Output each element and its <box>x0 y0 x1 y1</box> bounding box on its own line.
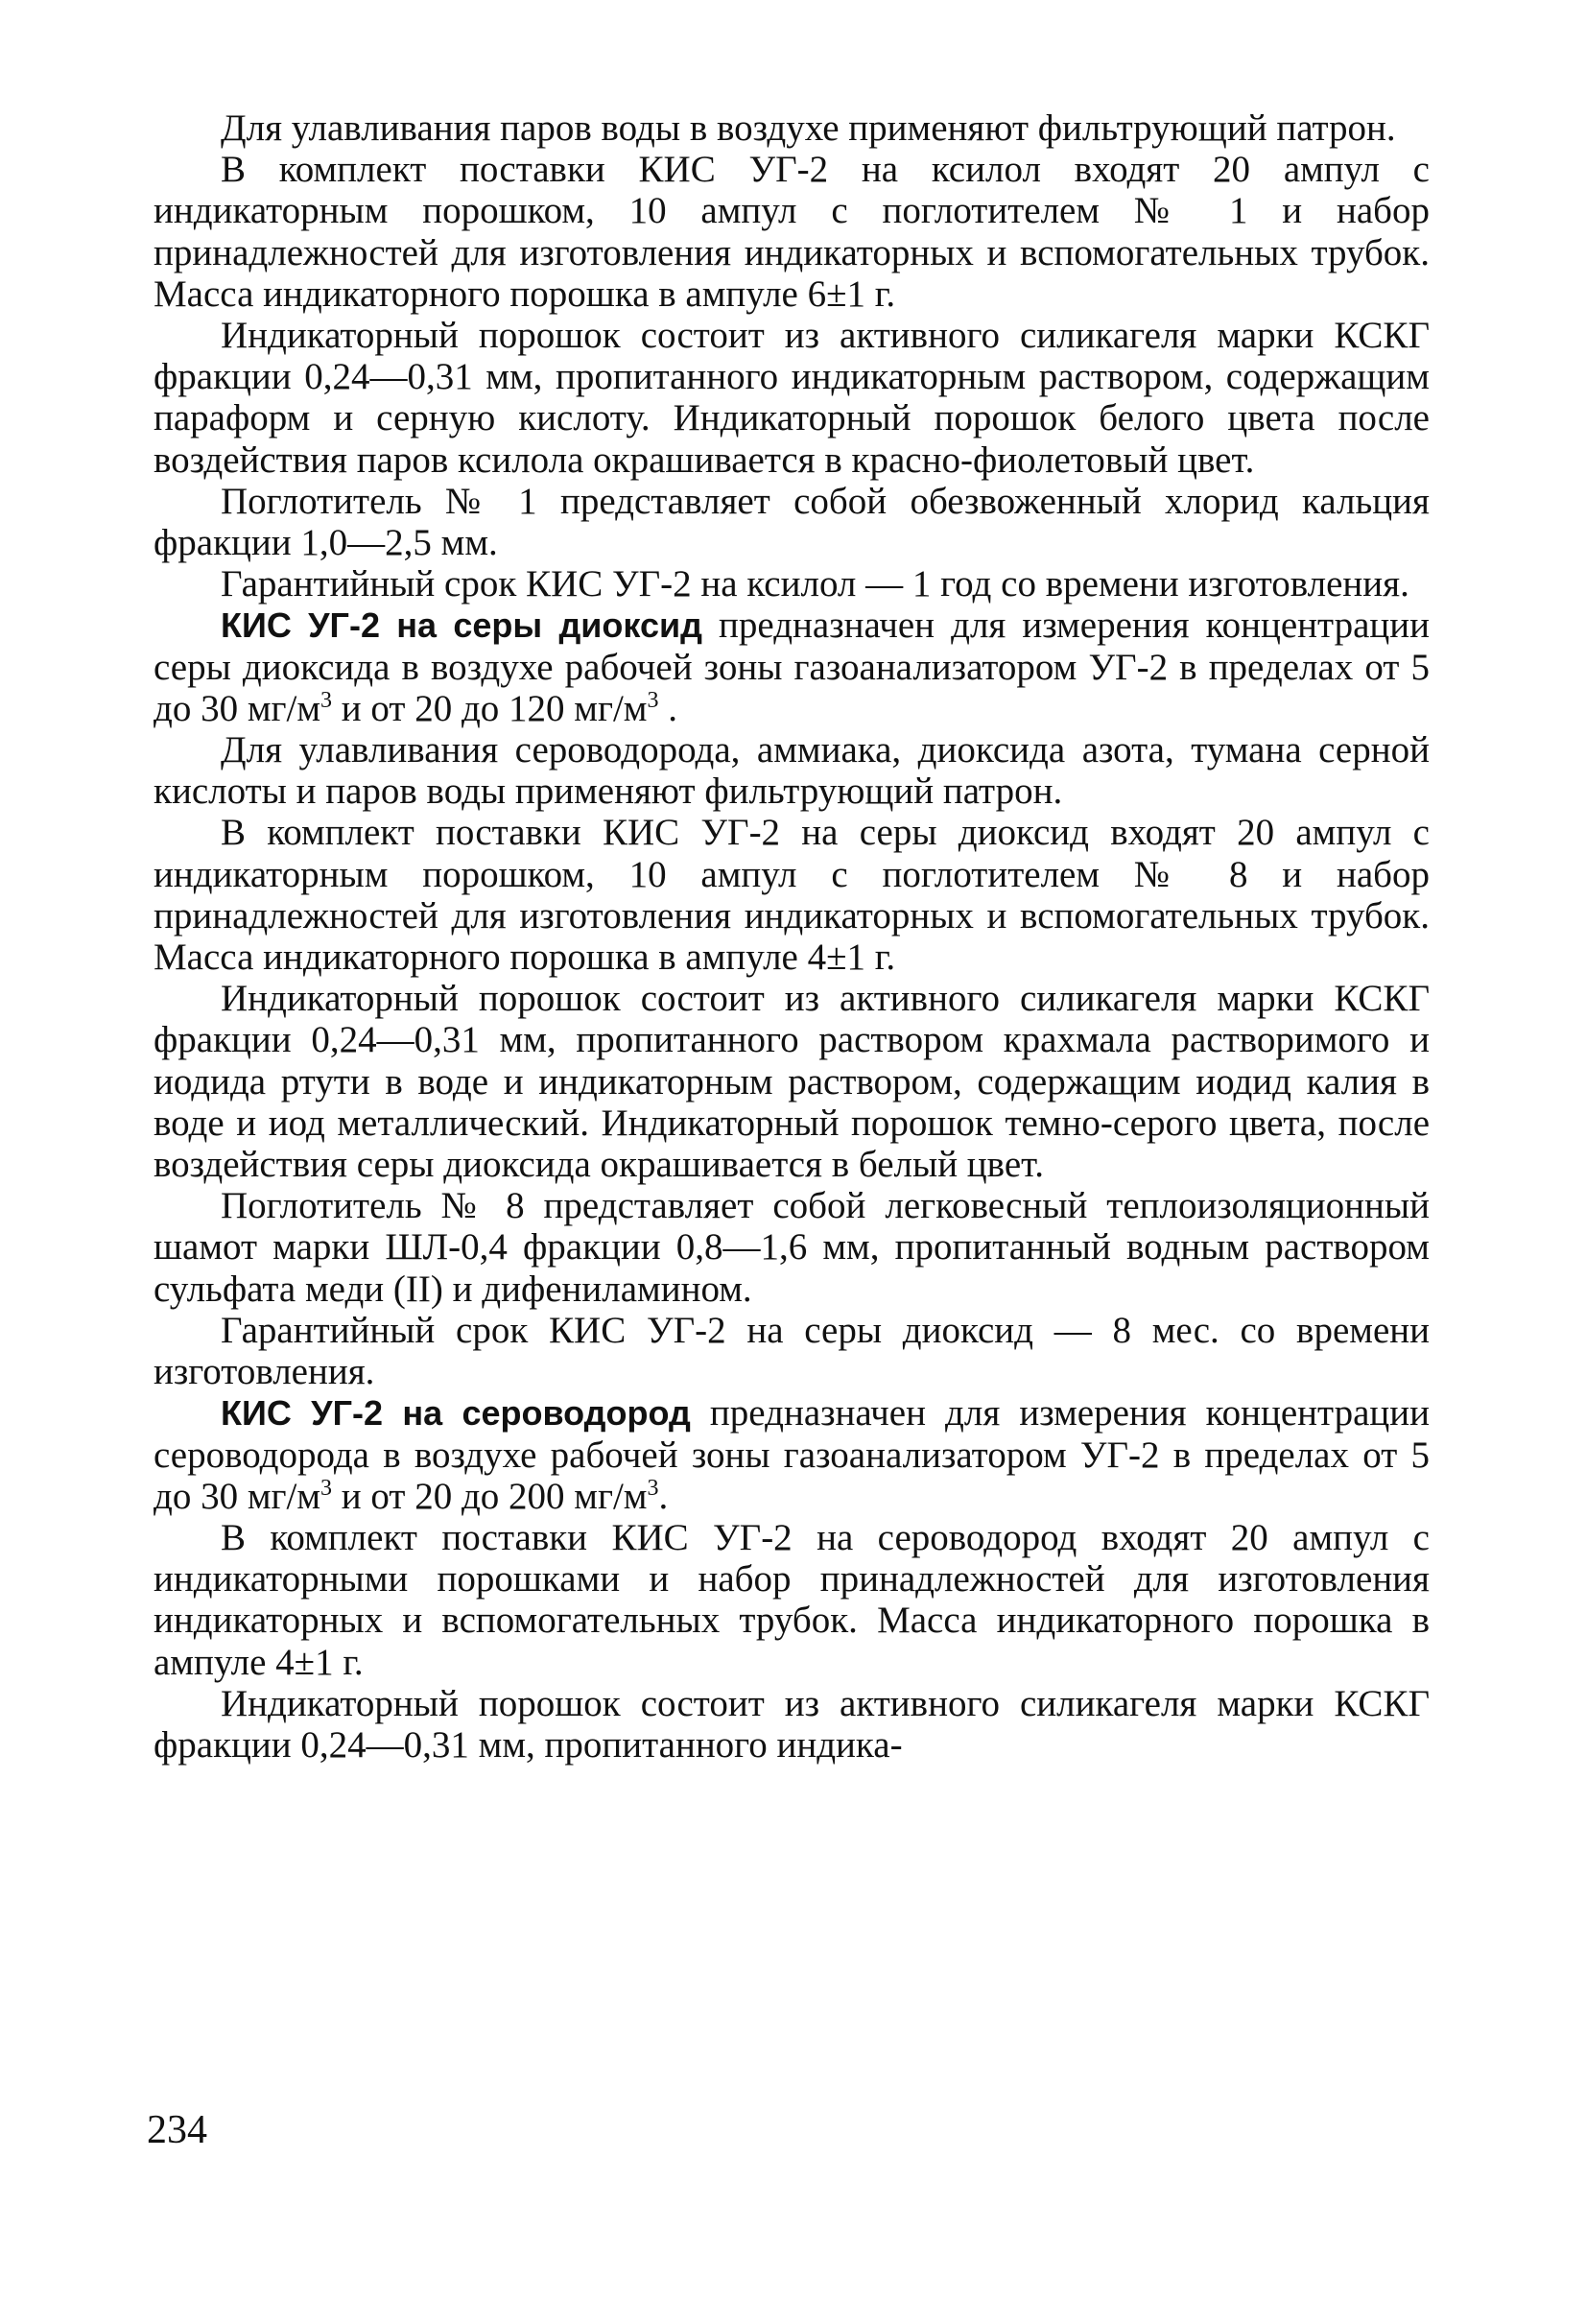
paragraph: Индикаторный порошок состоит из активного силикагеля марки КСКГ фракции 0,24—0,31 мм, пропитанного индика- <box>154 1682 1430 1766</box>
page-number: 234 <box>147 2108 207 2152</box>
paragraph: Индикаторный порошок состоит из активного силикагеля марки КСКГ фракции 0,24—0,31 мм, пропитанного раствором крахмала растворимого и иодида ртути в воде и индикаторным раствором, содержащим иодид калия в воде и иод металлический. Индикаторный порошок темно-серого цвета, после воздействия серы диоксида окрашивается в белый цвет. <box>154 978 1430 1186</box>
paragraph: Для улавливания сероводорода, аммиака, диоксида азота, тумана серной кислоты и паров воды применяют фильтрующий патрон. <box>154 729 1430 813</box>
section-heading-hydrogen-sulfide: КИС УГ-2 на сероводород <box>221 1393 691 1434</box>
paragraph-kis-ug2-sulfur-dioxide: КИС УГ-2 на серы диоксид предназначен для измерения концентрации серы диоксида в воздухе рабочей зоны газоанализатором УГ-2 в пределах от 5 до 30 $мг/м^3$ и от 20 до 120 $мг/м^3$ . <box>154 605 1430 729</box>
paragraph: Поглотитель № 8 представляет собой легковесный теплоизоляционный шамот марки ШЛ-0,4 фракции 0,8—1,6 мм, пропитанный водным раствором сульфата меди (II) и дифениламином. <box>154 1185 1430 1310</box>
paragraph: В комплект поставки КИС УГ-2 на сероводород входят 20 ампул с индикаторными порошками и набор принадлежностей для изготовления индикаторных и вспомогательных трубок. Масса индикаторного порошка в ампуле 4±1 г. <box>154 1516 1430 1683</box>
paragraph: Индикаторный порошок состоит из активного силикагеля марки КСКГ фракции 0,24—0,31 мм, пропитанного индикаторным раствором, содержащим параформ и серную кислоту. Индикаторный порошок белого цвета после воздействия паров ксилола окрашивается в красно-фиолетовый цвет. <box>154 315 1430 481</box>
paragraph-kis-ug2-hydrogen-sulfide: КИС УГ-2 на сероводород предназначен для измерения концентрации сероводорода в воздухе рабочей зоны газоанализатором УГ-2 в пределах от 5 до 30 $мг/м^3$ и от 20 до 200 $мг/м^3$. <box>154 1392 1430 1517</box>
paragraph: Гарантийный срок КИС УГ-2 на ксилол — 1 год со времени изготовления. <box>221 563 1409 605</box>
paragraph: Для улавливания паров воды в воздухе применяют фильтрующий патрон. <box>221 107 1396 149</box>
paragraph: Поглотитель № 1 представляет собой обезвоженный хлорид кальция фракции 1,0—2,5 мм. <box>154 480 1430 564</box>
page-body <box>154 107 1430 1766</box>
paragraph: В комплект поставки КИС УГ-2 на серы диоксид входят 20 ампул с индикаторным порошком, 10 ампул с поглотителем № 8 и набор принадлежностей для изготовления индикаторных и вспомогательных трубок. Масса индикаторного порошка в ампуле 4±1 г. <box>154 812 1430 979</box>
paragraph: Гарантийный срок КИС УГ-2 на серы диоксид — 8 мес. со времени изготовления. <box>154 1309 1430 1393</box>
section-heading-sulfur-dioxide: КИС УГ-2 на серы диоксид <box>221 605 702 646</box>
paragraph: В комплект поставки КИС УГ-2 на ксилол входят 20 ампул с индикаторным порошком, 10 ампул с поглотителем № 1 и набор принадлежностей для изготовления индикаторных и вспомогательных трубок. Масса индикаторного порошка в ампуле 6±1 г. <box>154 149 1430 315</box>
